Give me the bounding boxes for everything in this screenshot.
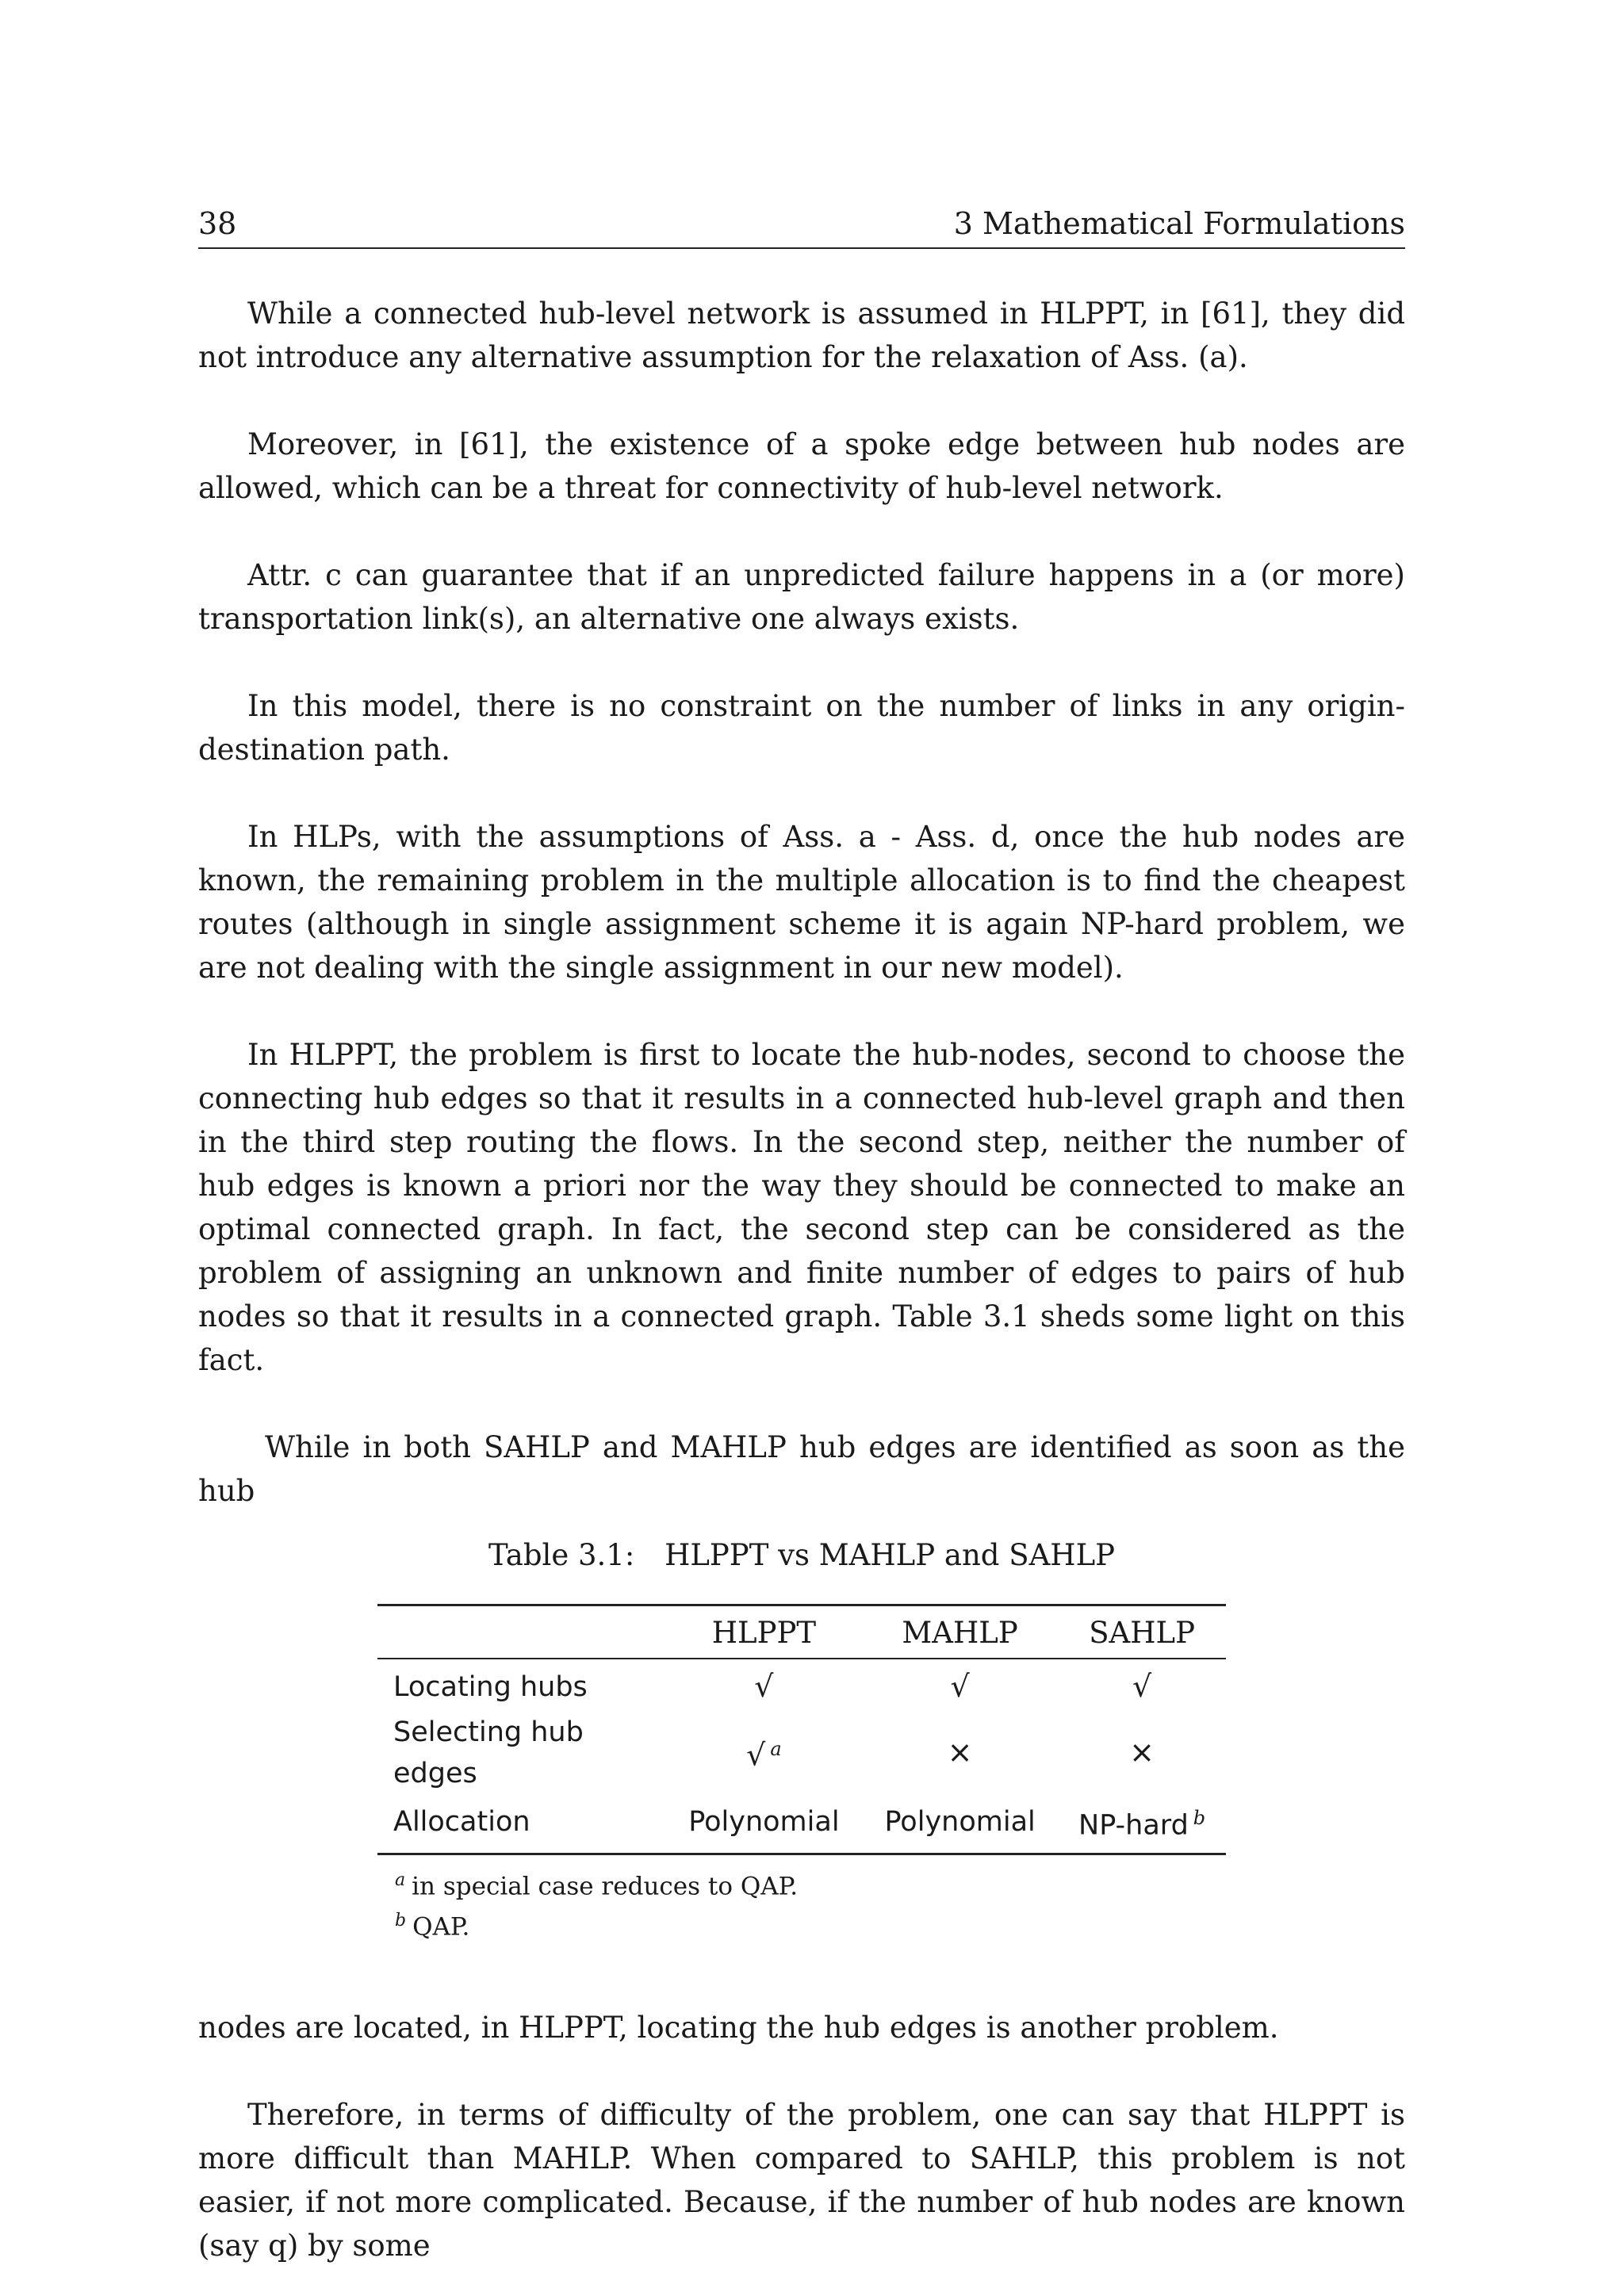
table-header-row — [377, 1605, 1226, 1659]
paragraph: In HLPPT, the problem is first to locate the hub-nodes, second to choose the connecting hub edges so that it results in a connected hub-level graph and then in the third step routing the flows. In the second step, neither the number of hub edges is known a priori nor the way they should be connected to make an optimal connected graph. In fact, the second step can be considered as the problem of assigning an unknown and finite number of edges to pairs of hub nodes so that it results in a connected graph. Table 3.1 sheds some light on this fact. — [198, 1038, 1405, 1377]
table-row — [377, 1710, 1226, 1796]
paragraph: While in both SAHLP and MAHLP hub edges are identified as soon as the hub — [198, 1430, 1405, 1508]
table-footnotes — [377, 1863, 1226, 1945]
table-caption-label: Table 3.1: — [488, 1538, 635, 1572]
paragraph: In this model, there is no constraint on the number of links in any origin-destination path. — [198, 689, 1405, 767]
paragraph: Attr. c can guarantee that if an unpredicted failure happens in a (or more) transportation link(s), an alternative one always exists. — [198, 558, 1405, 636]
row-label: Locating hubs — [393, 1671, 588, 1703]
footnote-mark: a — [395, 1869, 406, 1890]
cross-mark-icon: × — [947, 1735, 973, 1770]
footnote-ref: b — [1193, 1807, 1206, 1829]
table-footnote — [395, 1863, 1226, 1904]
check-mark-icon: √ — [950, 1669, 970, 1704]
table-cell — [862, 1710, 1058, 1796]
chapter-title: 3 Mathematical Formulations — [953, 206, 1405, 241]
table-cell: Polynomial — [666, 1796, 862, 1854]
comparison-table — [377, 1604, 1226, 1944]
footnote-text: QAP. — [412, 1912, 470, 1942]
check-mark-icon: √ — [754, 1669, 774, 1704]
row-label: Allocation — [377, 1796, 666, 1854]
table-cell — [666, 1710, 862, 1796]
paragraph: In HLPs, with the assumptions of Ass. a - Ass. d, once the hub nodes are known, the remaining problem in the multiple allocation is to find the cheapest routes (although in single assignment scheme it is again NP-hard problem, we are not dealing with the single assignment in our new model). — [198, 820, 1405, 985]
column-header: HLPPT — [666, 1605, 862, 1659]
check-mark-icon: √ — [746, 1737, 766, 1773]
column-header — [377, 1605, 666, 1659]
paragraph: Moreover, in [61], the existence of a spoke edge between hub nodes are allowed, which can be a threat for connectivity of hub-level network. — [198, 427, 1405, 505]
cross-mark-icon: × — [1129, 1735, 1155, 1770]
table-row — [377, 1796, 1226, 1854]
page-number: 38 — [198, 206, 237, 241]
paragraph: nodes are located, in HLPPT, locating the hub edges is another problem. — [198, 2011, 1279, 2045]
column-header: MAHLP — [862, 1605, 1058, 1659]
table-cell: Polynomial — [862, 1796, 1058, 1854]
paragraph: Therefore, in terms of difficulty of the problem, one can say that HLPPT is more difficult than MAHLP. When compared to SAHLP, this problem is not easier, if not more complicated. Because, if the number of hub nodes are known (say q) by some — [198, 2098, 1405, 2263]
table-cell — [1058, 1659, 1226, 1710]
footnote-text: in special case reduces to QAP. — [412, 1871, 799, 1900]
row-label: Selecting hub edges — [393, 1716, 584, 1789]
table-cell — [1058, 1796, 1226, 1854]
table-row — [377, 1659, 1226, 1710]
table-caption-text: HLPPT vs MAHLP and SAHLP — [665, 1538, 1116, 1572]
page — [198, 206, 1405, 2267]
check-mark-icon: √ — [1132, 1669, 1152, 1704]
table-cell — [666, 1659, 862, 1710]
paragraph: While a connected hub-level network is assumed in HLPPT, in [61], they did not introduce any alternative assumption for the relaxation of Ass. (a). — [198, 297, 1405, 374]
cell-text: NP-hard — [1078, 1809, 1189, 1842]
table-cell — [862, 1659, 1058, 1710]
running-head — [198, 206, 1405, 249]
table-footnote — [395, 1904, 1226, 1944]
column-header: SAHLP — [1058, 1605, 1226, 1659]
footnote-ref: a — [770, 1738, 782, 1761]
table-cell — [1058, 1710, 1226, 1796]
footnote-mark: b — [395, 1910, 407, 1931]
table-caption — [198, 1538, 1405, 1572]
